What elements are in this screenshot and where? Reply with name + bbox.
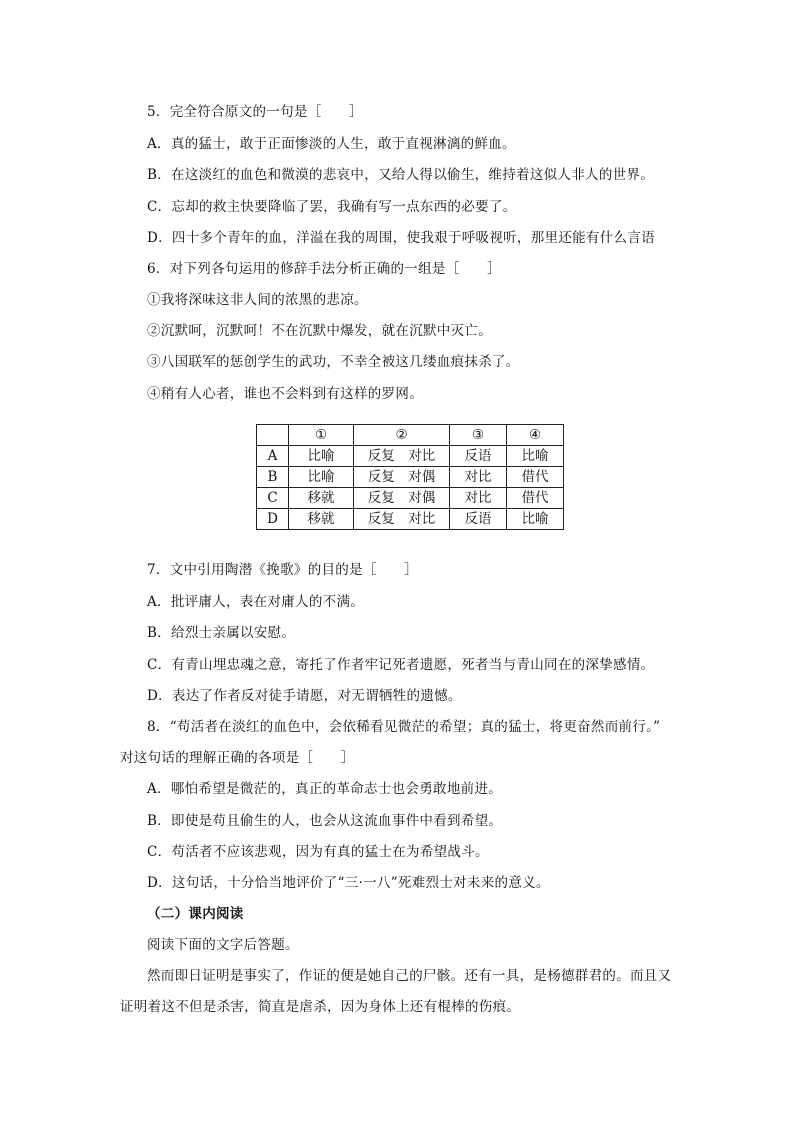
table-cell: 反复 对偶 (354, 467, 450, 488)
table-cell: D (257, 509, 289, 530)
question-6-stem: 6．对下列各句运用的修辞手法分析正确的一组是［ ］ (147, 261, 501, 277)
question-7-option-a: A．批评庸人，表在对庸人的不满。 (147, 594, 365, 610)
question-7-option-d: D．表达了作者反对徒手请愿，对无谓牺牲的遗憾。 (147, 688, 462, 704)
question-5-option-a: A．真的猛士，敢于正面惨淡的人生，敢于直视淋漓的鲜血。 (147, 136, 516, 152)
table-cell: 反复 对比 (354, 509, 450, 530)
table-header-cell (257, 425, 289, 446)
table-cell: 比喻 (507, 446, 564, 467)
answer-options-table (256, 424, 564, 530)
question-7-option-c: C．有青山埋忠魂之意，寄托了作者牢记死者遗愿，死者当与青山同在的深挚感情。 (147, 657, 655, 673)
table-cell: 比喻 (289, 446, 354, 467)
table-header-cell: ② (354, 425, 450, 446)
table-header-cell: ④ (507, 425, 564, 446)
table-header-cell: ③ (450, 425, 507, 446)
question-8-option-c: C．苟活者不应该悲观，因为有真的猛士在为希望战斗。 (147, 844, 489, 860)
question-5-stem: 5．完全符合原文的一句是［ ］ (147, 104, 363, 120)
passage-line-2: 证明着这不但是杀害，简直是虐杀，因为身体上还有棍棒的伤痕。 (120, 999, 521, 1015)
question-7-stem: 7．文中引用陶潜《挽歌》的目的是［ ］ (147, 562, 419, 578)
table-row (257, 509, 564, 530)
table-cell: 对比 (450, 488, 507, 509)
table-cell: A (257, 446, 289, 467)
section-instruction: 阅读下面的文字后答题。 (147, 937, 299, 953)
passage-line-1: 然而即日证明是事实了，作证的便是她自己的尸骸。还有一具，是杨德群君的。而且又 (147, 968, 672, 984)
question-6-sentence-3: ③八国联军的惩创学生的武功，不幸全被这几缕血痕抹杀了。 (147, 354, 520, 370)
table-cell: B (257, 467, 289, 488)
section-heading: （二）课内阅读 (147, 906, 244, 922)
table-cell: 反语 (450, 446, 507, 467)
table-cell: 借代 (507, 467, 564, 488)
table-cell: 比喻 (289, 467, 354, 488)
question-8-stem-line-2: 对这句话的理解正确的各项是［ ］ (120, 750, 355, 766)
question-6-sentence-1: ①我将深味这非人间的浓黑的悲凉。 (147, 292, 368, 308)
question-7-option-b: B．给烈士亲属以安慰。 (147, 625, 296, 641)
table-cell: 对比 (450, 467, 507, 488)
question-5-option-d: D．四十多个青年的血，洋溢在我的周围，使我艰于呼吸视听，那里还能有什么言语 (147, 230, 655, 246)
question-6-sentence-2: ②沉默呵，沉默呵！不在沉默中爆发，就在沉默中灭亡。 (147, 323, 492, 339)
question-8-stem-line-1: 8．“苟活者在淡红的血色中，会依稀看见微茫的希望；真的猛士，将更奋然而前行。” (147, 719, 661, 735)
table-row (257, 488, 564, 509)
table-cell: 比喻 (507, 509, 564, 530)
table-cell: 借代 (507, 488, 564, 509)
table-cell: 反语 (450, 509, 507, 530)
table-cell: 移就 (289, 509, 354, 530)
question-5-option-c: C．忘却的救主快要降临了罢，我确有写一点东西的必要了。 (147, 199, 517, 215)
table-cell: 移就 (289, 488, 354, 509)
table-header-row (257, 425, 564, 446)
table-row (257, 446, 564, 467)
question-5-option-b: B．在这淡红的血色和微漠的悲哀中，又给人得以偷生，维持着这似人非人的世界。 (147, 167, 655, 183)
table-cell: C (257, 488, 289, 509)
question-6-sentence-4: ④稍有人心者，谁也不会料到有这样的罗网。 (147, 386, 423, 402)
question-8-option-b: B．即使是苟且偷生的人，也会从这流血事件中看到希望。 (147, 813, 503, 829)
table-cell: 反复 对偶 (354, 488, 450, 509)
question-8-option-a: A．哪怕希望是微茫的，真正的革命志士也会勇敢地前进。 (147, 781, 503, 797)
table-cell: 反复 对比 (354, 446, 450, 467)
table-header-cell: ① (289, 425, 354, 446)
table-row (257, 467, 564, 488)
question-8-option-d: D．这句话，十分恰当地评价了“三·一八”死难烈士对未来的意义。 (147, 875, 550, 891)
